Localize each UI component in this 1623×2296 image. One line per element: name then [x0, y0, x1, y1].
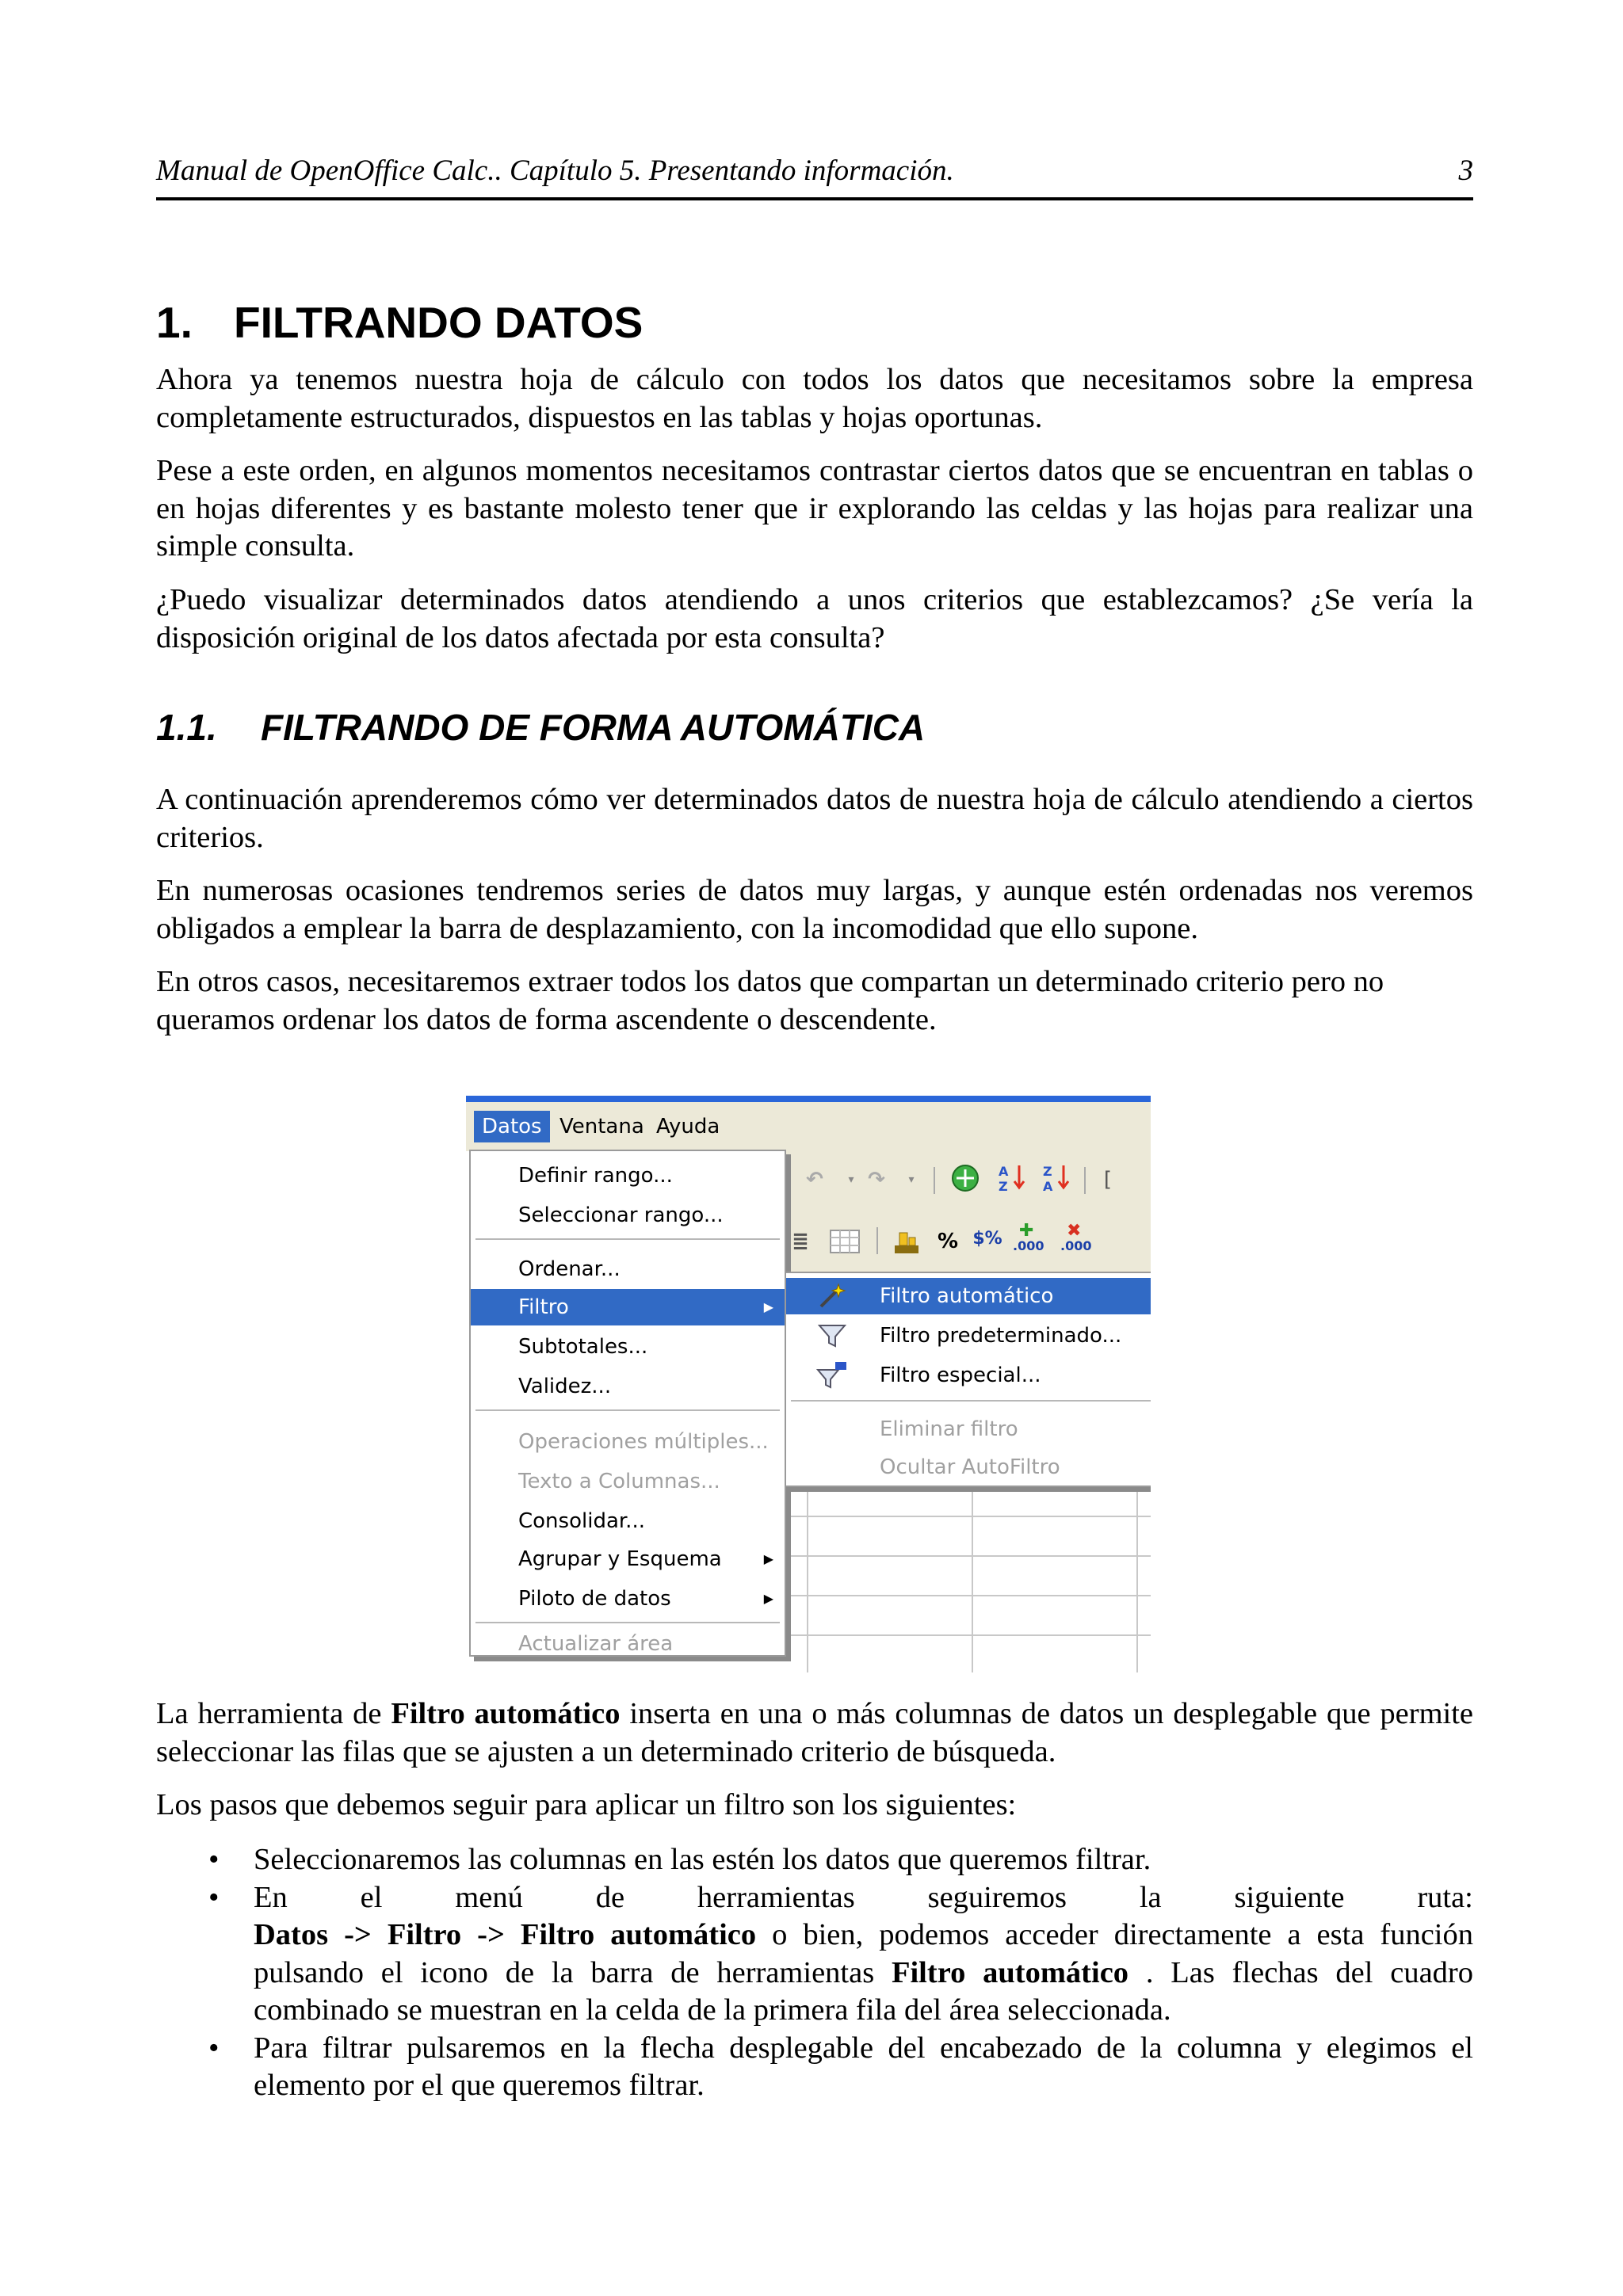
submenu-arrow-icon: ▶: [763, 1551, 773, 1566]
menu-item-filtro[interactable]: [471, 1289, 785, 1325]
section-heading: [156, 295, 643, 350]
redo-dropdown-icon[interactable]: ▾: [908, 1173, 915, 1186]
bullet-marker: •: [208, 2031, 220, 2065]
step-1-text: Seleccionaremos las columnas en las estén los datos que queremos filtrar.: [254, 1843, 1151, 1876]
menu-separator: [475, 1409, 780, 1411]
add-decimal-label: .000: [1013, 1238, 1044, 1253]
word: seguiremos: [927, 1880, 1067, 1914]
intro-paragraph-1: Ahora ya tenemos nuestra hoja de cálculo con todos los datos que necesitamos sobre la empresa completamente estructurados, dispuestos en las tablas y hojas oportunas.: [156, 363, 1473, 434]
svg-text:Z: Z: [999, 1179, 1008, 1194]
menu-item-validez[interactable]: Validez...: [518, 1375, 612, 1398]
menu-item-actualizar-area: Actualizar área: [518, 1632, 674, 1656]
percent-format-icon[interactable]: %: [937, 1230, 959, 1253]
toolbar-separator: [934, 1167, 935, 1194]
bullet-marker: •: [208, 1843, 220, 1876]
submenu-item-filtro-predeterminado[interactable]: [786, 1318, 1151, 1354]
sort-descending-icon[interactable]: [1040, 1161, 1075, 1196]
menu-item-consolidar[interactable]: Consolidar...: [518, 1509, 645, 1533]
menu-path: Datos -> Filtro -> Filtro automático: [254, 1918, 757, 1951]
submenu-item-filtro-predeterminado-label: Filtro predeterminado...: [880, 1324, 1122, 1348]
menu-ayuda[interactable]: Ayuda: [656, 1115, 720, 1138]
autofilter-paragraph: [156, 1695, 1473, 1771]
svg-text:Z: Z: [1043, 1164, 1052, 1179]
running-header: [156, 153, 1473, 200]
menu-separator: [475, 1622, 780, 1623]
section-title: FILTRANDO DATOS: [234, 298, 643, 347]
steps-list: [156, 1841, 1473, 2105]
toolbar-separator: [876, 1227, 878, 1254]
word: el: [360, 1880, 383, 1914]
header-title: Manual de OpenOffice Calc.. Capítulo 5. Presentando información.: [156, 154, 954, 187]
menu-separator: [791, 1400, 1151, 1402]
subsection-number: 1.1.: [156, 707, 217, 748]
redo-icon[interactable]: ↷: [868, 1168, 885, 1192]
navigator-icon[interactable]: [948, 1161, 983, 1196]
submenu-arrow-icon: ▶: [763, 1591, 773, 1606]
list-item: [156, 2030, 1473, 2105]
special-filter-icon: [816, 1362, 848, 1389]
filtro-submenu: [785, 1272, 1151, 1487]
word: menú: [455, 1880, 523, 1914]
word: siguiente: [1234, 1880, 1345, 1914]
calc-menu-screenshot: [466, 1096, 1151, 1672]
bullet-marker: •: [208, 1880, 220, 1914]
menu-item-piloto-de-datos[interactable]: [471, 1581, 785, 1617]
subsection-title: FILTRANDO DE FORMA AUTOMÁTICA: [261, 707, 926, 748]
tool-name: Filtro automático: [891, 1955, 1129, 1989]
step-2-rest: [254, 1917, 1473, 2030]
submenu-arrow-icon: ▶: [763, 1299, 773, 1314]
menu-item-texto-a-columnas: Texto a Columnas...: [518, 1470, 720, 1493]
step-2-first-line: [254, 1879, 1473, 1917]
datos-menu: [469, 1150, 786, 1657]
menu-item-agrupar-label: Agrupar y Esquema: [518, 1547, 722, 1571]
step-3-text: Para filtrar pulsaremos en la flecha desplegable del encabezado de la columna y elegimos el elemento por el que queremos filtrar.: [254, 2031, 1473, 2102]
menu-item-seleccionar-rango[interactable]: Seleccionar rango...: [518, 1203, 724, 1227]
magic-wand-icon: [816, 1283, 848, 1310]
menu-item-operaciones-multiples: Operaciones múltiples...: [518, 1430, 769, 1454]
submenu-item-filtro-especial-label: Filtro especial...: [880, 1363, 1041, 1387]
subsection-heading: [156, 704, 925, 751]
submenu-item-filtro-automatico-label: Filtro automático: [880, 1284, 1054, 1308]
currency-format-icon[interactable]: [889, 1224, 924, 1259]
intro-paragraph-2: Pese a este orden, en algunos momentos necesitamos contrastar ciertos datos que se encuentran en tablas o en hojas diferentes y es bastante molesto tener que ir explorando las celdas y las hojas para realizar una simple consulta.: [156, 454, 1473, 563]
menu-bar: [466, 1102, 1151, 1151]
submenu-item-filtro-especial[interactable]: [786, 1357, 1151, 1394]
standard-format-icon[interactable]: $%: [972, 1228, 1002, 1249]
menu-item-filtro-label: Filtro: [518, 1295, 569, 1319]
menu-item-piloto-label: Piloto de datos: [518, 1587, 671, 1611]
menu-separator: [475, 1238, 780, 1240]
toolbar-separator: [1084, 1167, 1086, 1194]
word: ruta:: [1417, 1880, 1473, 1914]
word: la: [1139, 1880, 1162, 1914]
menu-item-subtotales[interactable]: Subtotales...: [518, 1335, 648, 1359]
intro-paragraph-3: ¿Puedo visualizar determinados datos atendiendo a unos criterios que establezcamos? ¿Se vería la disposición original de los datos afectada por esta consulta?: [156, 583, 1473, 654]
list-item: [156, 1841, 1473, 1879]
steps-intro-paragraph: Los pasos que debemos seguir para aplicar un filtro son los siguientes:: [156, 1788, 1017, 1821]
sub-paragraph-2: En numerosas ocasiones tendremos series de datos muy largas, y aunque estén ordenadas nos veremos obligados a emplear la barra de desplazamiento, con la incomodidad que ello supone.: [156, 874, 1473, 945]
step-2-end: . Las flechas del cuadro combinado se muestran en la celda de la primera fila del área seleccionada.: [254, 1955, 1473, 2027]
word: de: [595, 1880, 625, 1914]
menu-item-ordenar[interactable]: Ordenar...: [518, 1257, 621, 1281]
undo-dropdown-icon[interactable]: ▾: [848, 1173, 854, 1186]
word: herramientas: [697, 1880, 855, 1914]
sub-paragraph-1: A continuación aprenderemos cómo ver determinados datos de nuestra hoja de cálculo atendiendo a ciertos criterios.: [156, 783, 1473, 854]
svg-text:A: A: [999, 1164, 1009, 1179]
delete-decimal-icon[interactable]: ✖ .000: [1060, 1221, 1092, 1253]
toolbar: [783, 1151, 1151, 1278]
menu-ventana[interactable]: Ventana: [559, 1115, 644, 1138]
chart-icon[interactable]: [: [1103, 1168, 1113, 1192]
menu-item-agrupar-y-esquema[interactable]: [471, 1541, 785, 1577]
menu-item-definir-rango[interactable]: Definir rango...: [518, 1164, 673, 1188]
list-item: [156, 1879, 1473, 2030]
page-number: 3: [1458, 154, 1473, 187]
undo-icon[interactable]: ↶: [806, 1168, 823, 1192]
sort-ascending-icon[interactable]: [995, 1161, 1030, 1196]
sub-paragraph-3: En otros casos, necesitaremos extraer todos los datos que compartan un determinado criterio pero no queramos ordenar los datos de forma ascendente o descendente.: [156, 965, 1384, 1036]
menu-datos[interactable]: Datos: [474, 1111, 550, 1142]
section-number: 1.: [156, 298, 193, 347]
title-bar-strip: [466, 1096, 1151, 1102]
submenu-item-ocultar-autofiltro: Ocultar AutoFiltro: [880, 1455, 1060, 1479]
filter-funnel-icon: [816, 1322, 848, 1349]
submenu-item-filtro-automatico[interactable]: [786, 1278, 1151, 1314]
align-justify-icon[interactable]: ≣: [792, 1230, 809, 1253]
submenu-item-eliminar-filtro: Eliminar filtro: [880, 1417, 1018, 1441]
add-decimal-icon[interactable]: ✚ .000: [1013, 1221, 1044, 1253]
autofilter-paragraph-pre: La herramienta de: [156, 1697, 391, 1730]
autofilter-term: Filtro automático: [391, 1697, 621, 1730]
merge-cells-icon[interactable]: [827, 1224, 862, 1259]
autofilter-paragraph-post: inserta en una o más columnas de datos un desplegable que permite seleccionar las filas que se ajusten a un determinado criterio de búsqueda.: [156, 1697, 1473, 1768]
word: En: [254, 1880, 288, 1914]
delete-decimal-label: .000: [1060, 1238, 1092, 1253]
svg-text:A: A: [1043, 1179, 1053, 1194]
step-2-mid: o bien, podemos acceder directamente a esta función pulsando el icono de la barra de herramientas: [254, 1918, 1473, 1989]
